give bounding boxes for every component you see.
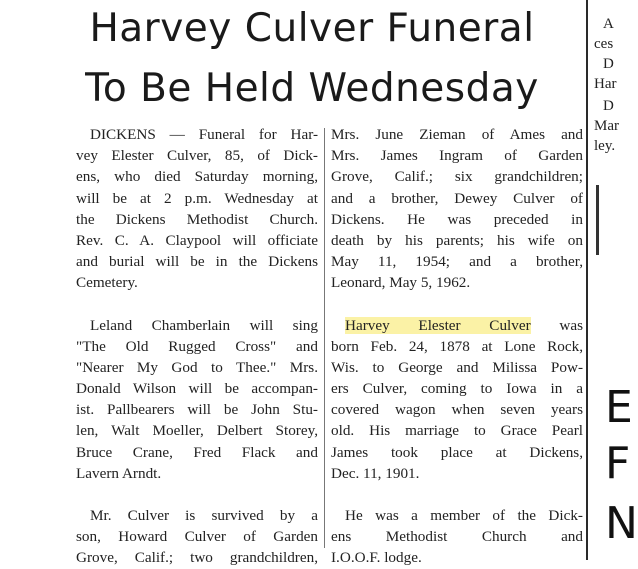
text-line: Grove, Calif.; two grandchildren, — [76, 549, 318, 567]
text-line: ens Methodist Church and — [331, 528, 583, 546]
text-line: Rev. C. A. Claypool will officiate — [76, 231, 318, 249]
edge-fragment: ces — [594, 36, 614, 52]
text-line: ers Culver, coming to Iowa in a — [331, 380, 583, 398]
text-line: Mrs. June Zieman of Ames and — [331, 126, 583, 143]
edge-fragment: ley. — [594, 138, 616, 154]
middle-column — [331, 124, 583, 569]
text-line: old. His marriage to Grace Pearl — [331, 422, 583, 440]
edge-big-letter: F — [605, 438, 631, 489]
text-line: son, Howard Culver of Garden — [76, 528, 318, 546]
edge-fragment: Har — [594, 76, 617, 92]
text-line: DICKENS — Funeral for Har- — [90, 126, 318, 143]
text-line — [331, 315, 583, 336]
text-line: death by his parents; his wife on — [331, 231, 583, 249]
text-line: ens, who died Saturday morning, — [76, 168, 318, 186]
text-line: len, Walt Moeller, Delbert Storey, — [76, 422, 318, 440]
text-fragment: was — [559, 316, 584, 334]
text-line: Cemetery. — [76, 274, 138, 292]
text-line: Grove, Calif.; six grandchildren; — [331, 168, 583, 186]
text-line: "Nearer My God to Thee." Mrs. — [76, 358, 318, 376]
text-line: Bruce Crane, Fred Flack and — [76, 443, 318, 461]
text-line: Leonard, May 5, 1962. — [331, 274, 471, 292]
text-line: I.O.O.F. lodge. — [331, 549, 422, 567]
text-line: Leland Chamberlain will sing — [90, 316, 318, 334]
text-line: the Dickens Methodist Church. — [76, 210, 318, 228]
text-line: covered wagon when seven years — [331, 401, 583, 419]
right-border-rule — [586, 0, 588, 560]
text-line: Dec. 11, 1901. — [331, 464, 420, 482]
edge-fragment: D — [603, 56, 614, 72]
text-line: ist. Pallbearers will be John Stu- — [76, 401, 318, 419]
text-line: "The Old Rugged Cross" and — [76, 337, 318, 355]
text-line: will be at 2 p.m. Wednesday at — [76, 189, 318, 207]
obituary-paragraph-3 — [76, 505, 318, 569]
text-line: and a brother, Dewey Culver of — [331, 189, 583, 207]
edge-big-letter: E — [605, 382, 633, 433]
text-line: Donald Wilson will be accompan- — [76, 380, 318, 398]
headline-line-2: To Be Held Wednesday — [85, 66, 539, 111]
edge-fragment: D — [603, 98, 614, 114]
text-line: Mrs. James Ingram of Garden — [331, 147, 583, 165]
text-line: Wis. to George and Milissa Pow- — [331, 358, 583, 376]
headline-line-1: Harvey Culver Funeral — [89, 6, 535, 51]
edge-fragment: Mar — [594, 118, 619, 134]
obituary-paragraph-2 — [76, 315, 318, 485]
adjacent-column-rule — [596, 185, 599, 255]
text-line: born Feb. 24, 1878 at Lone Rock, — [331, 337, 583, 355]
obituary-paragraph-6 — [331, 505, 583, 569]
obituary-paragraph-5 — [331, 315, 583, 485]
text-line: vey Elester Culver, 85, of Dick- — [76, 147, 318, 165]
obituary-paragraph-1 — [76, 124, 318, 294]
text-line: Mr. Culver is survived by a — [90, 507, 318, 524]
edge-fragment: A — [603, 16, 614, 32]
left-column — [76, 124, 318, 569]
column-divider — [324, 128, 325, 548]
text-line: James took place at Dickens, — [331, 443, 583, 461]
obituary-paragraph-4 — [331, 124, 583, 294]
text-line: Dickens. He was preceded in — [331, 210, 583, 228]
highlighted-name: Harvey Elester Culver — [345, 316, 531, 334]
text-line: He was a member of the Dick- — [345, 507, 583, 524]
text-line: May 11, 1954; and a brother, — [331, 253, 583, 271]
edge-big-letter: N — [605, 498, 638, 549]
text-line: and burial will be in the Dickens — [76, 253, 318, 271]
text-line: Lavern Arndt. — [76, 464, 162, 482]
